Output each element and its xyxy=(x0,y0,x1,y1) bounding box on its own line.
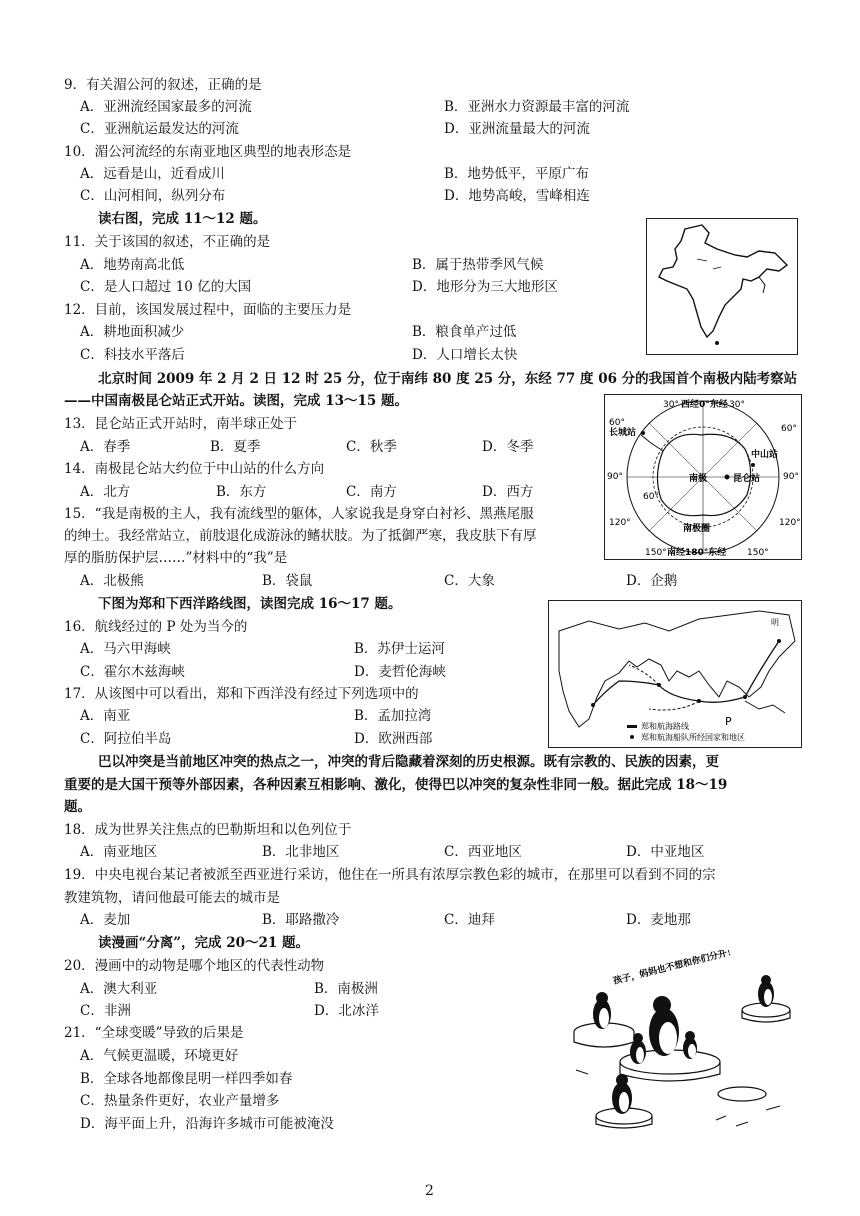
q12-option-b: B．粮食单产过低 xyxy=(412,324,517,340)
q16-option-c: C．霍尔木兹海峡 xyxy=(80,664,185,680)
label-10: 90° xyxy=(783,472,799,482)
q15-option-a: A．北极熊 xyxy=(80,573,144,589)
label-14: 120° xyxy=(779,518,801,528)
cartoon-caption: 孩子，妈妈也不想和你们分开！ xyxy=(612,950,737,987)
q13-option-b: B．夏季 xyxy=(210,439,261,455)
label-8: 南极 xyxy=(689,474,708,484)
q13-stem: 13．昆仑站正式开站时，南半球正处于 xyxy=(64,416,298,432)
q21-option-b: B．全球各地都像昆明一样四季如春 xyxy=(80,1071,293,1087)
q15-line1: 15．“我是南极的主人，我有流线型的躯体，人家说我是身穿白衬衫、黑燕尾服 xyxy=(64,506,534,522)
india-map xyxy=(646,218,798,355)
label-1: 西经0°东经 xyxy=(681,400,728,410)
label-12: 120° xyxy=(609,518,631,528)
q17-option-c: C．阿拉伯半岛 xyxy=(80,731,172,747)
q21-option-a: A．气候更温暖，环境更好 xyxy=(80,1048,239,1064)
label-3: 60° xyxy=(609,418,625,428)
q15-option-d: D．企鹅 xyxy=(626,573,678,589)
q12-stem: 12．目前，该国发展过程中，面临的主要压力是 xyxy=(64,302,352,318)
label-5: 60° xyxy=(781,424,797,434)
india-map-outline xyxy=(647,219,797,354)
q9-option-c: C．亚洲航运最发达的河流 xyxy=(80,121,239,137)
q14-option-d: D．西方 xyxy=(482,484,534,500)
q14-stem: 14．南极昆仑站大约位于中山站的什么方向 xyxy=(64,461,325,477)
label-2: 30° xyxy=(729,400,745,410)
q21-option-d: D．海平面上升，沿海许多城市可能被淹没 xyxy=(80,1116,334,1132)
q16-option-a: A．马六甲海峡 xyxy=(80,641,171,657)
q9-option-b: B．亚洲水力资源最丰富的河流 xyxy=(444,99,630,115)
q10-option-b: B．地势低平，平原广布 xyxy=(444,166,589,182)
q16-stem: 16．航线经过的 P 处为当今的 xyxy=(64,619,248,635)
q17-option-a: A．南亚 xyxy=(80,708,131,724)
route-map-drawing xyxy=(549,601,801,747)
label-15: 150° xyxy=(645,548,667,558)
intro-18-19-line2: 重要的是大国干预等外部因素，各种因素互相影响、激化，使得巴以冲突的复杂性非同一般。据此完成 18～19 xyxy=(64,777,728,793)
antarctic-map xyxy=(604,394,802,560)
q15-line3: 厚的脂肪保护层……”材料中的“我”是 xyxy=(64,550,288,566)
intro-18-19-line3: 题。 xyxy=(64,799,91,815)
label-china: 明 xyxy=(771,618,779,627)
q17-option-b: B．孟加拉湾 xyxy=(354,708,432,724)
q19-option-a: A．麦加 xyxy=(80,912,131,928)
q13-option-d: D．冬季 xyxy=(482,439,534,455)
q20-option-a: A．澳大利亚 xyxy=(80,981,158,997)
q18-option-a: A．南亚地区 xyxy=(80,844,158,860)
q17-option-d: D．欧洲西部 xyxy=(354,731,433,747)
q11-option-d: D．地形分为三大地形区 xyxy=(412,279,558,295)
q9-stem: 9．有关湄公河的叙述，正确的是 xyxy=(64,77,262,93)
q12-option-a: A．耕地面积减少 xyxy=(80,324,185,340)
q21-stem: 21．“全球变暖”导致的后果是 xyxy=(64,1025,244,1041)
q11-option-c: C．是人口超过 10 亿的大国 xyxy=(80,279,252,295)
q11-option-a: A．地势南高北低 xyxy=(80,257,185,273)
intro-13-15-line2: ——中国南极昆仑站正式开站。读图，完成 13～15 题。 xyxy=(64,393,408,409)
q20-option-c: C．非洲 xyxy=(80,1003,131,1019)
q11-stem: 11．关于该国的叙述，不正确的是 xyxy=(64,234,271,250)
q18-option-d: D．中亚地区 xyxy=(626,844,705,860)
q19-line1: 19．中央电视台某记者被派至西亚进行采访，他住在一所具有浓厚宗教色彩的城市，在那里可以看到不同的宗 xyxy=(64,867,716,883)
q15-option-c: C．大象 xyxy=(444,573,495,589)
q15-line2: 的绅士。我经常站立，前肢退化成游泳的鳍状肢。为了抵御严寒，我皮肤下有厚 xyxy=(64,528,537,544)
page-number: 2 xyxy=(425,1183,434,1199)
q19-option-b: B．耶路撒冷 xyxy=(262,912,340,928)
zhenghe-route-map xyxy=(548,600,802,748)
q14-option-a: A．北方 xyxy=(80,484,131,500)
q19-option-c: C．迪拜 xyxy=(444,912,495,928)
label-11: 60° xyxy=(643,492,659,502)
q19-option-d: D．麦地那 xyxy=(626,912,691,928)
intro-18-19-line1: 巴以冲突是当前地区冲突的热点之一，冲突的背后隐藏着深刻的历史根源。既有宗教的、民族的因素，更 xyxy=(98,754,719,770)
label-16: 南经180°东经 xyxy=(667,548,727,558)
q18-option-c: C．西亚地区 xyxy=(444,844,522,860)
intro-13-15-line1: 北京时间 2009 年 2 月 2 日 12 时 25 分，位于南纬 80 度 25 分，东经 77 度 06 分的我国首个南极内陆考察站 xyxy=(98,371,798,387)
intro-16-17: 下图为郑和下西洋路线图，读图完成 16～17 题。 xyxy=(98,596,402,612)
q11-option-b: B．属于热带季风气候 xyxy=(412,257,544,273)
q14-option-c: C．南方 xyxy=(346,484,397,500)
q14-option-b: B．东方 xyxy=(216,484,267,500)
q9-option-d: D．亚洲流量最大的河流 xyxy=(444,121,590,137)
intro-20-21: 读漫画“分离”，完成 20～21 题。 xyxy=(98,935,310,951)
q10-option-c: C．山河相间，纵列分布 xyxy=(80,188,226,204)
q17-stem: 17．从该图中可以看出，郑和下西洋没有经过下列选项中的 xyxy=(64,686,419,702)
q10-stem: 10．湄公河流经的东南亚地区典型的地表形态是 xyxy=(64,144,352,160)
q19-line2: 教建筑物，请问他最可能去的城市是 xyxy=(64,890,280,906)
q13-option-c: C．秋季 xyxy=(346,439,397,455)
intro-11-12: 读右图，完成 11～12 题。 xyxy=(98,211,267,227)
label-p: P xyxy=(725,715,732,728)
q20-stem: 20．漫画中的动物是哪个地区的代表性动物 xyxy=(64,958,325,974)
label-7: 90° xyxy=(607,472,623,482)
q10-option-d: D．地势高峻，雪峰相连 xyxy=(444,188,590,204)
legend-route: 郑和航海路线 xyxy=(641,722,689,731)
q10-option-a: A．远看是山，近看成川 xyxy=(80,166,225,182)
legend-countries: 郑和航海船队所经国家和地区 xyxy=(641,733,745,742)
label-0: 30° xyxy=(663,400,679,410)
q16-option-d: D．麦哲伦海峡 xyxy=(354,664,446,680)
penguin-cartoon xyxy=(566,950,802,1140)
q9-option-a: A．亚洲流经国家最多的河流 xyxy=(80,99,252,115)
q16-option-b: B．苏伊士运河 xyxy=(354,641,445,657)
label-17: 150° xyxy=(747,548,769,558)
q13-option-a: A．春季 xyxy=(80,439,131,455)
cartoon-drawing xyxy=(566,950,802,1140)
antarctic-map-graticule xyxy=(605,395,801,559)
label-4: 长城站 xyxy=(609,428,637,438)
label-13: 南极圈 xyxy=(683,524,711,534)
q20-option-b: B．南极洲 xyxy=(314,981,378,997)
q20-option-d: D．北冰洋 xyxy=(314,1003,379,1019)
q12-option-d: D．人口增长太快 xyxy=(412,347,518,363)
q12-option-c: C．科技水平落后 xyxy=(80,347,185,363)
label-6: 中山站 xyxy=(751,450,779,460)
label-9: 昆仑站 xyxy=(733,474,761,484)
q18-option-b: B．北非地区 xyxy=(262,844,340,860)
q18-stem: 18．成为世界关注焦点的巴勒斯坦和以色列位于 xyxy=(64,822,352,838)
q21-option-c: C．热量条件更好，农业产量增多 xyxy=(80,1093,280,1109)
q15-option-b: B．袋鼠 xyxy=(262,573,313,589)
